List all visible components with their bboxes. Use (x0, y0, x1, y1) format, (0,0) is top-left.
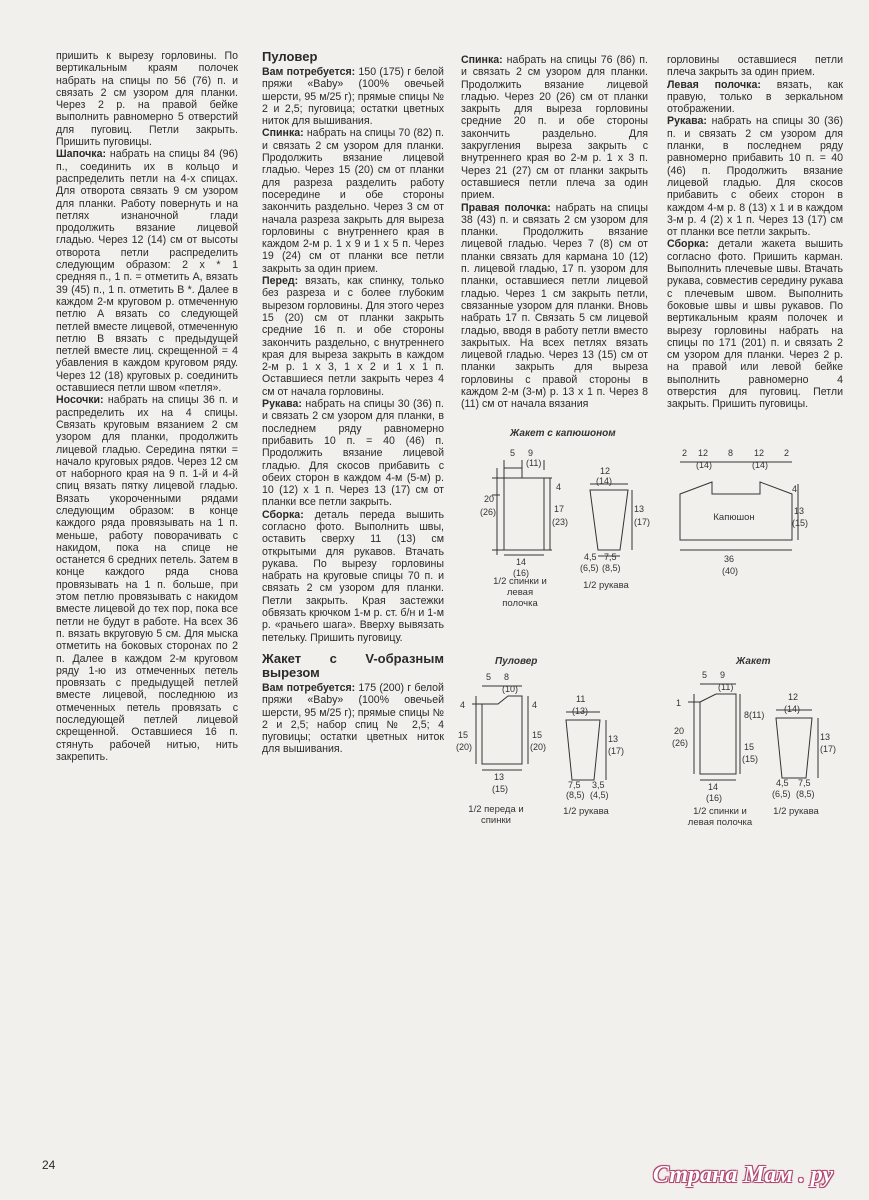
heading: Рукава: (262, 398, 302, 411)
diagram-pullover-front (452, 668, 562, 803)
paragraph-text: набрать на спицы 30 (36) п. и связать 2 см узором для планки, в последнем ряду равномерно прибавить 10 п. = 40 (46) п. Продолжить вязание лицевой гладью. Для скосов прибавить с обеих сторон в каждом 4-м (5-м) р. 10 (12) х 1 п. Через 13 (17) см от планки все петли закрыть. (262, 398, 444, 509)
label-half-front-back: 1/2 переда и спинки (468, 804, 524, 826)
heading-hat: Шапочка: (56, 148, 107, 161)
dim-label: 15 (744, 742, 755, 752)
dim-label: 4,5 (584, 552, 597, 562)
paragraph-text: 175 (200) г белой пряжи «Baby» (100% овечьей шерсти, 95 м/25 г); прямые спицы № 2 и 2,5; набор спиц № 2,5; 4 пуговицы; остатки цветных ниток для вышивания. (262, 681, 444, 756)
dim-label: (6,5) (580, 563, 599, 573)
dim-label: (11) (718, 682, 734, 692)
paragraph (461, 54, 648, 202)
dim-label: (23) (552, 517, 569, 527)
dim-label: 13 (820, 732, 831, 742)
dim-label: 8(11) (744, 710, 765, 720)
text-column-4 (667, 54, 843, 411)
section-title-jacket-v: Жакет с V-образным вырезом (262, 650, 444, 680)
dim-label: 7,5 (798, 778, 811, 788)
text-column-2 (262, 50, 444, 756)
dim-label: (14) (784, 704, 801, 714)
paragraph (56, 50, 238, 148)
dim-label: (17) (608, 746, 625, 756)
heading: Вам потребуется: (262, 681, 356, 694)
heading: Рукава: (667, 115, 707, 128)
back-outline (504, 468, 544, 550)
dim-label: 4 (460, 700, 466, 710)
dim-label: 15 (532, 730, 543, 740)
dim-label: 13 (608, 734, 619, 744)
diagram-jacket-back (668, 664, 778, 804)
paragraph (461, 202, 648, 411)
dim-label: 36 (724, 554, 735, 564)
dim-label: (15) (742, 754, 759, 764)
paragraph-text: 150 (175) г белой пряжи «Baby» (100% овечьей шерсти, 95 м/25 г); прямые спицы № 2 и 2,5; пуговица; остатки цветных ниток для вышивания. (262, 66, 444, 128)
paragraph-text: вязать, как спинку, только без разреза и с более глубоким вырезом горловины. Для этого через 15 (20) см от планки закрыть средние 16 п. и обе стороны закончить раздельно, с внутреннего края для выреза закрыть в каждом 2-м р. 1 х 3, 1 х 2 и 1 х 1 п. Оставшиеся петли закрыть через 4 см от начала горловины. (262, 275, 444, 398)
dim-label: (8,5) (602, 563, 621, 573)
paragraph-socks (56, 394, 238, 763)
paragraph-text: набрать на спицы 76 (86) п. и связать 2 см узором для планки. Продолжить вязание лицевой гладью. Через 20 (26) см от планки закрыть для выреза горловины средние 20 п. и обе стороны закончить раздельно. Для закругления выреза закрыть с внутреннего края во 2-м р. 1 х 3 п. Через 21 (27) см от планки закрыть оставшиеся петли плеча за один прием. (461, 54, 648, 202)
dim-label: 7,5 (568, 780, 581, 790)
dim-label: 12 (698, 448, 709, 458)
dim-label: (26) (672, 738, 689, 748)
heading: Спинка: (461, 54, 503, 66)
heading: Сборка: (667, 238, 709, 251)
dim-label: (17) (820, 744, 837, 754)
sleeve-outline (590, 490, 628, 550)
paragraph-text: набрать на спицы 30 (36) п. и связать 2 см узором для планки, в последнем ряду равномерно прибавить 10 п. = 40 (46) п. Продолжить вязание лицевой гладью. Для скосов прибавить с обеих сторон в каждом 4-м р. 8 (13) х 1 и в каждом 3-м р. 4 (2) х 1 п. Через 13 (17) см от планки все петли закрыть. (667, 115, 843, 239)
label-half-back-left-front: 1/2 спинки и левая полочка (687, 806, 753, 828)
diagram-pullover-sleeve (556, 688, 636, 803)
dim-label: 2 (784, 448, 790, 458)
dim-label: (8,5) (566, 790, 585, 800)
dim-label: 2 (682, 448, 688, 458)
dim-label: 12 (600, 466, 611, 476)
label-half-back-left-front: 1/2 спинки и левая полочка (493, 576, 547, 609)
dim-label: 14 (708, 782, 719, 792)
paragraph (262, 398, 444, 509)
paragraph-text: деталь переда вышить согласно фото. Выполнить швы, оставить сверху 11 (13) см открытыми для рукавов. Втачать рукава. По вырезу горловины набрать на круговые спицы 70 п. и связать 2 см узором для планки. Петли закрыть. Края застежки обвязать крючком 1-м р. ст. б/н и 1-м р. «рачьего шага». Вверху вывязать петельку. Пришить пуговицу. (262, 508, 444, 644)
label-half-sleeve: 1/2 рукава (773, 806, 819, 817)
heading: Правая полочка: (461, 201, 551, 214)
heading: Перед: (262, 275, 299, 288)
dim-label: 5 (486, 672, 492, 682)
dim-label: (40) (722, 566, 739, 576)
dim-label: (20) (456, 742, 473, 752)
sleeve-outline (566, 720, 600, 780)
dim-label: (6,5) (772, 789, 791, 799)
diagram-jacket-sleeve (766, 688, 846, 803)
dim-label: (20) (530, 742, 547, 752)
paragraph-text: пришить к вырезу горловины. По вертикальным краям полочек набрать на спицы по 56 (76) п. и связать 2 см узором для планки. Через 2 р. на правой бейке выполнить равномерно 5 отверстий для пуговиц. Петли закрыть. Пришить пуговицы. (56, 50, 238, 149)
diagram-hooded-jacket-sleeve (570, 460, 650, 580)
heading: Вам потребуется: (262, 66, 356, 78)
dim-label: 13 (494, 772, 505, 782)
label-half-sleeve: 1/2 рукава (563, 806, 609, 817)
dim-label: (11) (526, 458, 542, 468)
dim-label: 11 (576, 694, 586, 704)
dim-label: 5 (510, 448, 516, 458)
heading: Левая полочка: (667, 78, 761, 91)
dim-label: (10) (502, 684, 519, 694)
sleeve-outline (776, 718, 812, 778)
label-hood: Капюшон (713, 512, 755, 523)
dim-label: 4 (792, 484, 798, 494)
dim-label: 12 (754, 448, 765, 458)
heading-socks: Носочки: (56, 394, 104, 407)
dim-label: 9 (528, 448, 534, 458)
watermark-logo: Страна Мам . ру (653, 1162, 834, 1188)
dim-label: (17) (634, 517, 650, 527)
dim-label: (14) (696, 460, 713, 470)
dim-label: 8 (728, 448, 734, 458)
diagram-hooded-jacket-back (462, 440, 577, 580)
paragraph-text: детали жакета вышить согласно фото. Пришить карман. Выполнить плечевые швы. Втачать рукава, совместив середину рукава с плечевым швом. Выполнить боковые швы и швы рукавов. По вертикальным краям полочек и вырезу горловины набрать на спицы по 171 (201) п. и связать 2 см узором для планки. Через 2 р. на правой или левой бейке выполнить равномерно 4 отверстия для пуговиц. Петли закрыть. Пришить пуговицы. (667, 238, 843, 411)
dim-label: 9 (720, 670, 726, 680)
paragraph (667, 115, 843, 238)
dim-label: 20 (674, 726, 685, 736)
back-outline (700, 694, 736, 774)
dim-label: (8,5) (796, 789, 815, 799)
dim-label: 20 (484, 494, 495, 504)
dim-label: 17 (554, 504, 565, 514)
dim-label: 4 (532, 700, 538, 710)
diagram-title-hooded-jacket: Жакет с капюшоном (510, 428, 616, 439)
paragraph (262, 682, 444, 756)
text-column-3 (461, 54, 648, 411)
page-number: 24 (42, 1158, 56, 1172)
section-title-pullover: Пуловер (262, 49, 318, 64)
dim-label: 13 (794, 506, 805, 516)
dim-label: 1 (676, 698, 682, 708)
paragraph (262, 127, 444, 275)
diagram-title-jacket: Жакет (736, 656, 771, 667)
dim-label: (14) (596, 476, 613, 486)
dim-label: (14) (752, 460, 769, 470)
dim-label: 8 (504, 672, 510, 682)
paragraph (262, 66, 444, 127)
paragraph-text: горловины оставшиеся петли плеча закрыть за один прием. (667, 54, 843, 79)
dim-label: (4,5) (590, 790, 609, 800)
heading: Сборка: (262, 508, 304, 521)
dim-label: 4,5 (776, 778, 789, 788)
paragraph-hat (56, 148, 238, 394)
dim-label: (16) (706, 793, 723, 803)
dim-label: 5 (702, 670, 708, 680)
paragraph-text: набрать на спицы 84 (96) п., соединить их в кольцо и распределить петли на 4-х спицах. Для отворота связать 9 см узором для планки. Работу повернуть и на петлях изнаночной глади продолжить вязание лицевой гладью. Через 12 (14) см от высоты отворота петли распределить следующим образом: 2 х * 1 средняя п., 1 п. = отметить А, вязать 39 (45) п., 1 п. отметить В *. Далее в каждом 2-м круговом р. отмеченную петлю А вязать со следующей петлей вместе лицевой, отмеченную петлю В вязать с предыдущей петлей вместе лиц. скрещенной = 4 убавления в каждом круговом ряду. Через 12 (18) круговых р. соединить оставшиеся петли швом «петля». (56, 148, 238, 395)
paragraph-text: набрать на спицы 38 (43) п. и связать 2 см узором для планки. Продолжить вязание лицевой гладью. Через 7 (8) см от планки связать для кармана 10 (12) п. лицевой гладью, 17 п. узором для планки, оставшиеся петли лицевой гладью. Через 1 см закрыть петли, связанные узором для планки. Вновь набрать 17 п. Связать 5 см лицевой гладью, вводя в работу петли вместо закрытых. На всех петлях вязать лицевой гладью. Через 13 (15) см от планки закрыть для выреза горловины с правой стороны в каждом 2-м (3-м) р. 13 х 1 п. Через 8 (11) см от начала вязания (461, 201, 648, 411)
paragraph (667, 79, 843, 116)
paragraph (262, 509, 444, 644)
dim-label: (15) (492, 784, 509, 794)
dim-label: 13 (634, 504, 645, 514)
text-column-1 (56, 50, 238, 763)
paragraph (667, 238, 843, 410)
dim-label: 3,5 (592, 780, 605, 790)
front-outline (482, 696, 522, 764)
dim-label: (16) (513, 568, 530, 578)
dim-label: (26) (480, 507, 497, 517)
paragraph (667, 54, 843, 79)
dim-label: 15 (458, 730, 469, 740)
dim-label: (13) (572, 706, 589, 716)
paragraph (262, 275, 444, 398)
dim-label: (15) (792, 518, 808, 528)
dim-label: 7,5 (604, 552, 617, 562)
paragraph-text: набрать на спицы 70 (82) п. и связать 2 см узором для планки. Продолжить вязание лицевой гладью. Через 15 (20) см от планки для разреза разделить работу посередине и обе стороны закончить раздельно. Через 3 см от начала разреза закрыть для выреза горловины с внутреннего края в каждом 2-м р. 1 х 9 и 1 х 5 п. Через 19 (24) см от планки все петли закрыть за один прием. (262, 127, 444, 275)
paragraph-text: вязать, как правую, только в зеркальном отображении. (667, 78, 843, 116)
label-half-sleeve: 1/2 рукава (583, 580, 629, 591)
hood-outline (680, 482, 792, 540)
diagram-title-pullover: Пуловер (495, 656, 538, 667)
paragraph-text: набрать на спицы 36 п. и распределить их на 4 спицы. Связать круговым вязанием 2 см узором для планки, продолжить лицевой гладью. Середина пятки = начало круговых рядов. Через 12 см от наборного края на 9 п. 1-й и 4-й спиц вязать пятку лицевой гладью. Вязать укороченными рядами следующим образом: в конце каждого ряда провязывать на 1 п. меньше, работу поворачивать с накидом, пока на спице не останется 6 средних петель. Затем в конце каждого ряда снова провязывать на 1 п. больше, при этом петлю провязывать с накидом вместе лицевой до тех пор, пока все петли не будут в работе. На всех 36 п. вязать вкруговую 5 см. Для мыска отметить на боковых сторонах по 2 п. Далее в каждом 2-м круговом ряду 1-ю из отмеченных петель провязать с предыдущей петлей вместе лицевой, последнюю из отмеченных петель провязать с последующей петлей лицевой скрещенной. Оставшиеся 16 п. стянуть рабочей нитью, нить закрепить. (56, 394, 238, 763)
dim-label: 4 (556, 482, 562, 492)
heading: Спинка: (262, 127, 304, 140)
dim-label: 12 (788, 692, 799, 702)
dim-label: 14 (516, 557, 527, 567)
